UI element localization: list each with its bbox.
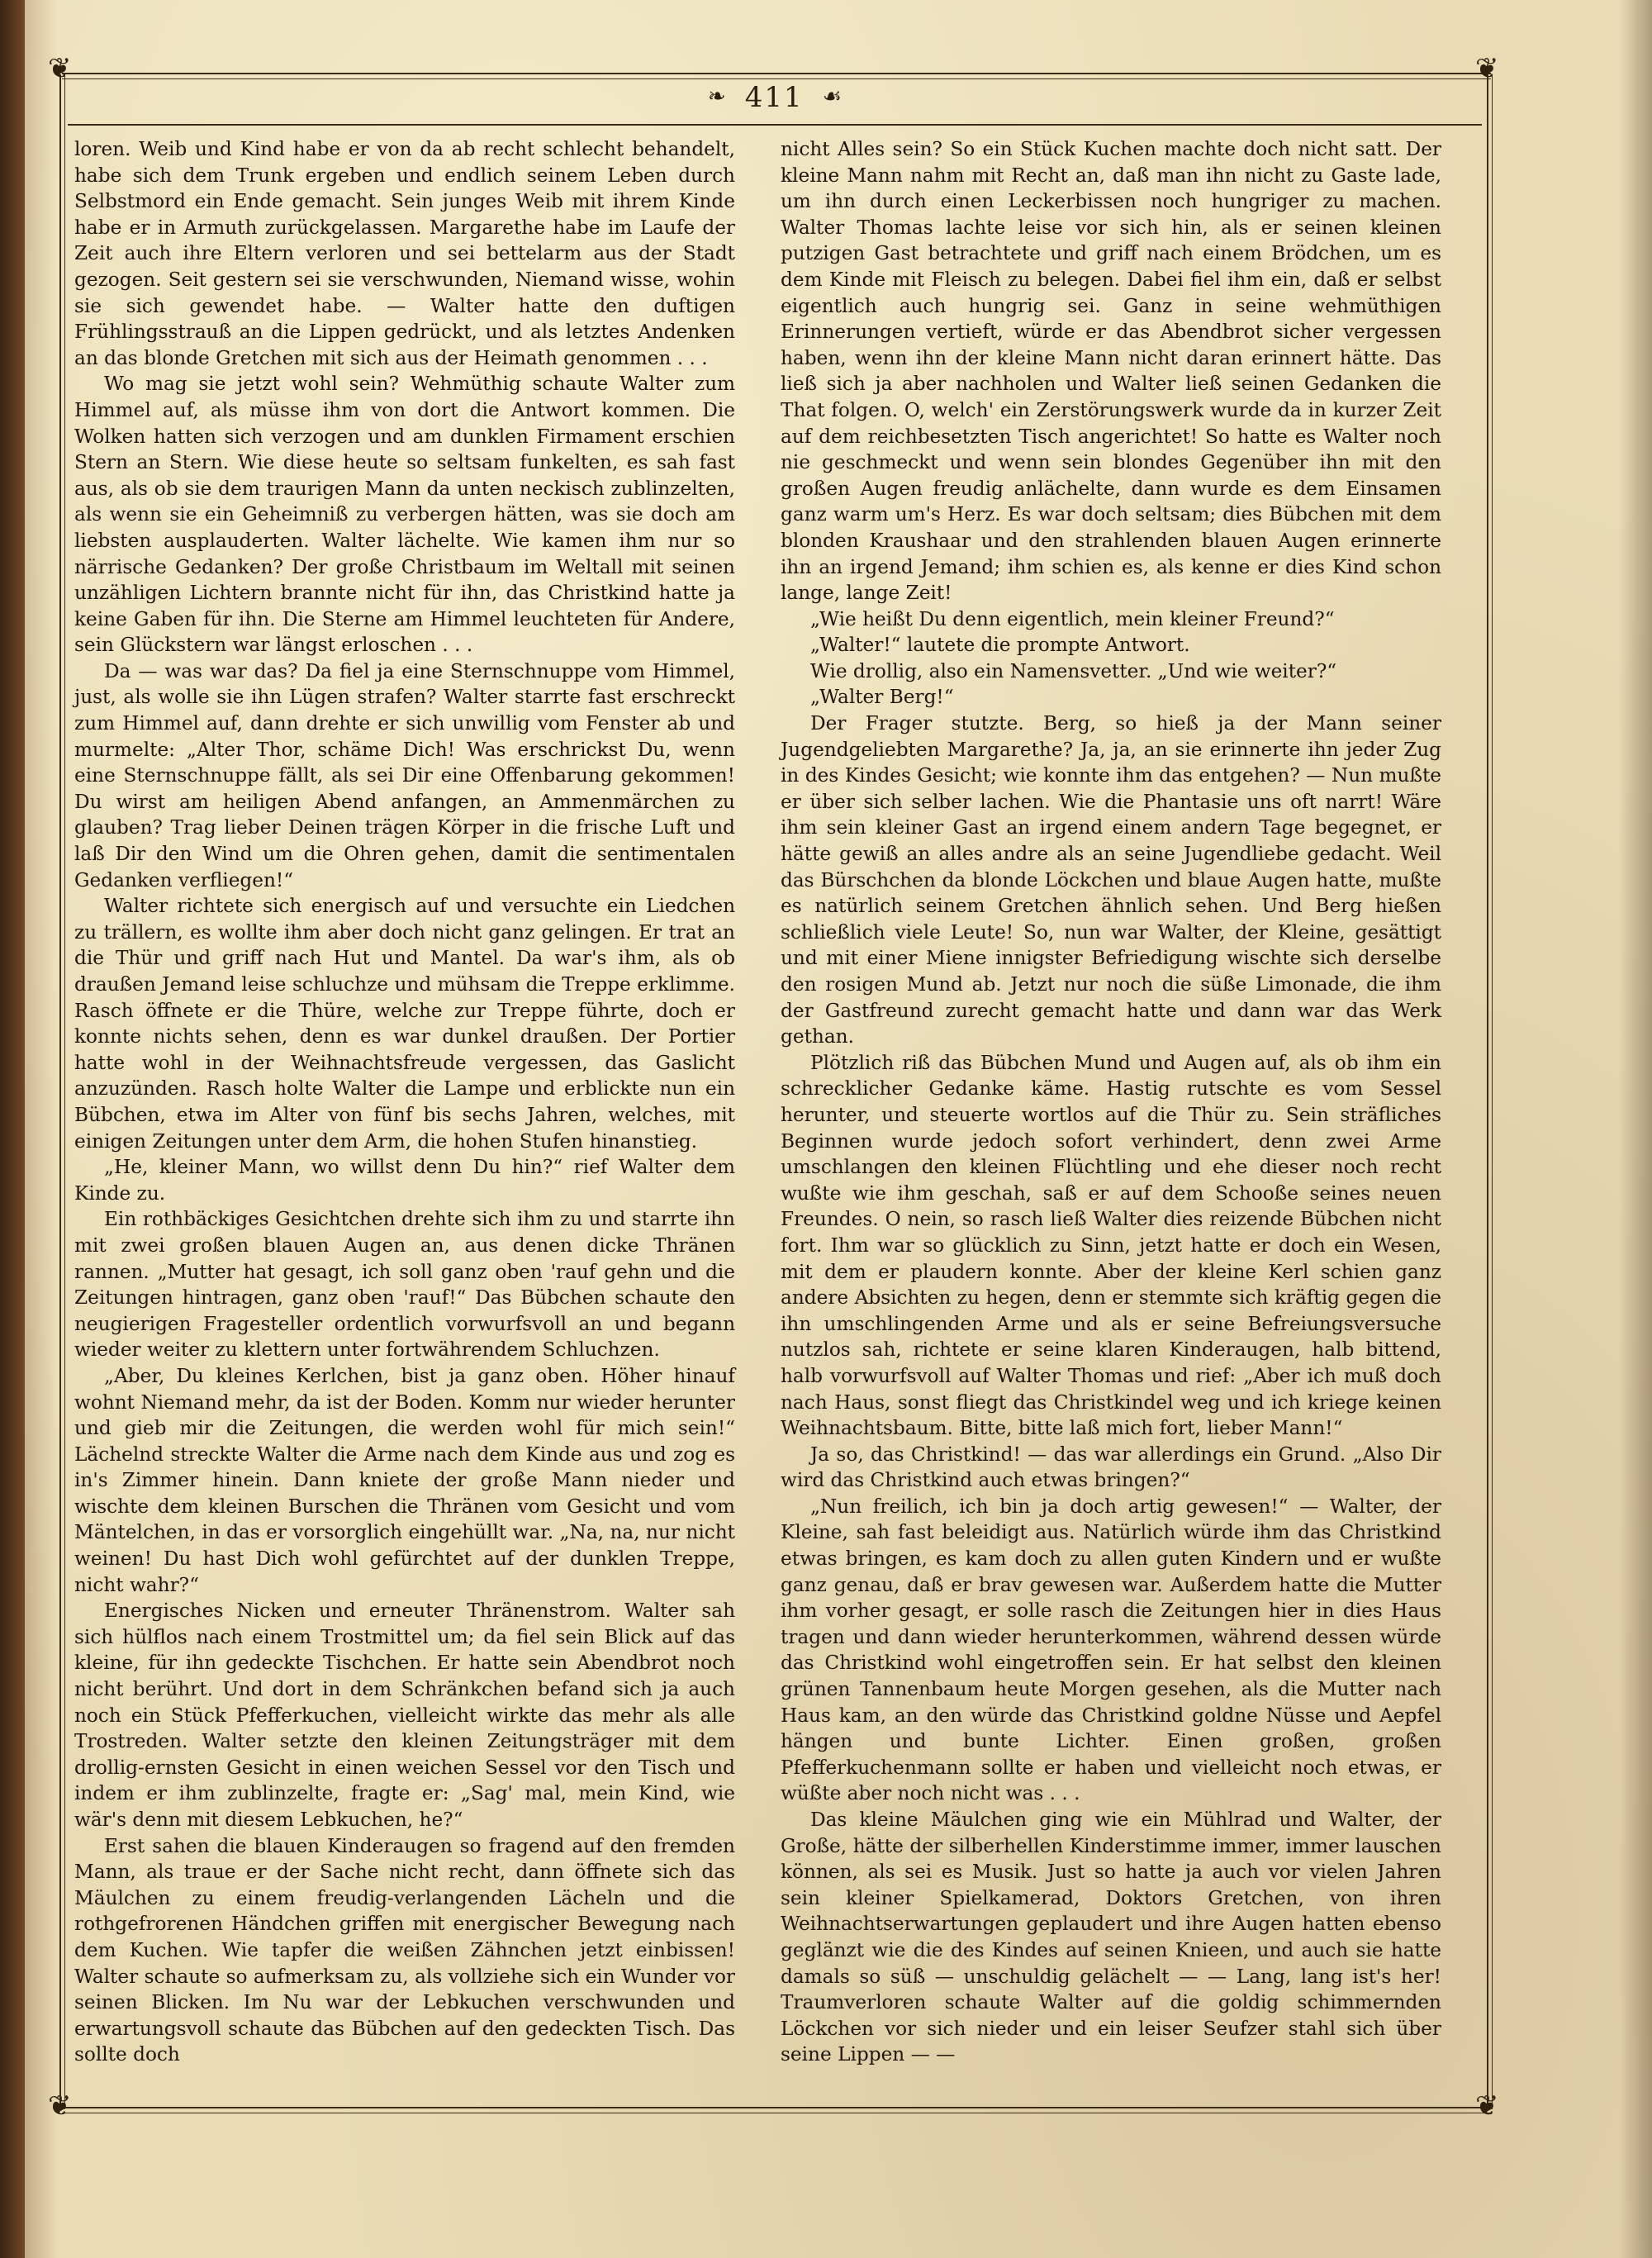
frame-top-rule bbox=[62, 73, 1491, 79]
frame-bottom-rule bbox=[62, 2107, 1491, 2113]
paragraph: Walter richtete sich energisch auf und versuchte ein Liedchen zu trällern, es wollte ihm aber doch nicht ganz gelingen. Er trat an die Thür und griff nach Hut und Mantel. Da war's ihm, als ob draußen Jemand leise schluchze und mühsam die Treppe erklimme. Rasch öffnete er die Thüre, welche zur Treppe führte, doch er konnte nichts sehen, denn es war dunkel draußen. Der Portier hatte wohl in der Weihnachtsfreude vergessen, das Gaslicht anzuzünden. Rasch holte Walter die Lampe und erblickte nun ein Bübchen, etwa im Alter von fünf bis sechs Jahren, welches, mit einigen Zeitungen unter dem Arm, die hohen Stufen hinanstieg. bbox=[74, 895, 735, 1153]
text-column-left bbox=[74, 136, 735, 2068]
paragraph: Plötzlich riß das Bübchen Mund und Augen auf, als ob ihm ein schrecklicher Gedanke käme. Hastig rutschte es vom Sessel herunter, und steuerte wortlos auf die Thür zu. Sein sträfliches Beginnen wurde jedoch sofort verhindert, denn zwei Arme umschlangen den kleinen Flüchtling und ehe dieser noch recht wußte wie ihm geschah, saß er auf dem Schooße seines neuen Freundes. O nein, so rasch ließ Walter dies reizende Bübchen nicht fort. Ihm war so glücklich zu Sinn, jetzt hatte er doch ein Wesen, mit dem er plaudern konnte. Aber der kleine Kerl schien ganz andere Absichten zu hegen, denn er stemmte sich kräftig gegen die ihn umschlingenden Arme und als er seine Befreiungsversuche nutzlos sah, richtete er seine klaren Kinderaugen, halb bittend, halb vorwurfsvoll auf Walter Thomas und rief: „Aber ich muß doch nach Haus, sonst fliegt das Christkindel weg und ich kriege keinen Weihnachtsbaum. Bitte, bitte laß mich fort, lieber Mann!“ bbox=[781, 1051, 1441, 1440]
page-number: 411 bbox=[744, 81, 804, 114]
text-column-right bbox=[781, 136, 1441, 2068]
paragraph: „Walter!“ lautete die prompte Antwort. bbox=[810, 634, 1190, 657]
paragraph: „Walter Berg!“ bbox=[810, 686, 954, 709]
header-rule bbox=[68, 124, 1482, 126]
paragraph: Wie drollig, also ein Namensvetter. „Und wie weiter?“ bbox=[810, 659, 1337, 682]
paragraph: Ja so, das Christkind! — das war allerdings ein Grund. „Also Dir wird das Christkind auch etwas bringen?“ bbox=[781, 1443, 1441, 1492]
paragraph: Der Frager stutzte. Berg, so hieß ja der Mann seiner Jugendgeliebten Margarethe? Ja, ja, an sie erinnerte ihn jeder Zug in des Kindes Gesicht; wie konnte ihm das entgehen? — Nun mußte er über sich selber lachen. Wie die Phantasie uns oft narrt! Wäre ihm sein kleiner Gast an irgend einem andern Tage begegnet, er hätte gewiß an alles andre als an seine Jugendliebe gedacht. Weil das Bürschchen da blonde Löckchen und blaue Augen hatte, mußte es natürlich seinem Gretchen ähnlich sehen. Und Berg hießen schließlich viele Leute! So, nun war Walter, der Kleine, gesättigt und mit einer Miene innigster Befriedigung wischte sich derselbe den rosigen Mund ab. Jetzt nur noch die süße Limonade, die ihm der Gastfreund zurecht gemacht hatte und dann war das Werk gethan. bbox=[781, 712, 1441, 1048]
paragraph: Wo mag sie jetzt wohl sein? Wehmüthig schaute Walter zum Himmel auf, als müsse ihm von dort die Antwort kommen. Die Wolken hatten sich verzogen und am dunklen Firmament erschien Stern an Stern. Wie diese heute so seltsam funkelten, es sah fast aus, als ob sie dem traurigen Mann da unten neckisch zublinzelten, als wenn sie ein Geheimniß zu verbergen hätten, was sie doch am liebsten ausplauderten. Walter lächelte. Wie kamen ihm nur so närrische Gedanken? Der große Christbaum im Weltall mit seinen unzähligen Lichtern brannte nicht für ihn, das Christkind hatte ja keine Gaben für ihn. Die Sterne am Himmel leuchteten für Andere, sein Glückstern war längst erloschen . . . bbox=[74, 373, 735, 657]
paragraph: Da — was war das? Da fiel ja eine Sternschnuppe vom Himmel, just, als wolle sie ihn Lügen strafen? Walter starrte fast erschreckt zum Himmel auf, dann drehte er sich unwillig vom Fenster ab und murmelte: „Alter Thor, schäme Dich! Was erschrickst Du, wenn eine Sternschnuppe fällt, als sei Dir eine Offenbarung gekommen! Du wirst am heiligen Abend anfangen, an Ammenmärchen zu glauben? Trag lieber Deinen trägen Körper in die frische Luft und laß Dir den Wind um die Ohren gehen, damit die sentimentalen Gedanken verfliegen!“ bbox=[74, 659, 735, 891]
paragraph: nicht Alles sein? So ein Stück Kuchen machte doch nicht satt. Der kleine Mann nahm mit Recht an, daß man ihn nicht zu Gaste lade, um ihn durch einen Leckerbissen noch hungriger zu machen. Walter Thomas lachte leise vor sich hin, als er seinen kleinen putzigen Gast betrachtete und griff nach einem Brödchen, um es dem Kinde mit Fleisch zu belegen. Dabei fiel ihm ein, daß er selbst eigentlich auch hungrig sei. Ganz in seine wehmüthigen Erinnerungen vertieft, würde er das Abendbrot sicher vergessen haben, wenn ihn der kleine Mann nicht daran erinnert hätte. Das ließ sich ja aber nachholen und Walter ließ seinen Gedanken die That folgen. O, welch' ein Zerstörungswerk wurde da in kurzer Zeit auf dem reichbesetzten Tisch angerichtet! So hatte es Walter noch nie geschmeckt und wenn sein blondes Gegenüber ihn mit den großen Augen freudig anlächelte, dann wurde es dem Einsamen ganz warm um's Herz. Es war doch seltsam; dies Bübchen mit dem blonden Kraushaar und den strahlenden blauen Augen erinnerte ihn an irgend Jemand; ihm schien es, als kenne er dies Kind schon lange, lange Zeit! bbox=[781, 138, 1441, 605]
header-ornament-right: ☙ bbox=[822, 84, 843, 109]
corner-ornament-bottom-right: ❦ bbox=[1475, 2089, 1499, 2123]
paragraph: Das kleine Mäulchen ging wie ein Mühlrad und Walter, der Große, hätte der silberhellen Kinderstimme immer, immer lauschen können, als sei es Musik. Just so hatte ja auch vor vielen Jahren sein kleiner Spielkamerad, Doktors Gretchen, von ihren Weihnachtserwartungen geplaudert und ihre Augen hatten ebenso geglänzt wie die des Kindes auf seinen Knieen, und auch sie hatte damals so süß — unschuldig gelächelt — — Lang, lang ist's her! Traumverloren schaute Walter auf die goldig schimmernden Löckchen vor sich nieder und ein leiser Seufzer stahl sich über seine Lippen — — bbox=[781, 1809, 1441, 2066]
paragraph: Erst sahen die blauen Kinderaugen so fragend auf den fremden Mann, als traue er der Sache nicht recht, dann öffnete sich das Mäulchen zu einem freudig-verlangenden Lächeln und die rothgefrorenen Händchen griffen mit energischer Bewegung nach dem Kuchen. Wie tapfer die weißen Zähnchen jetzt einbissen! Walter schaute so aufmerksam zu, als vollziehe sich ein Wunder vor seinen Blicken. Im Nu war der Lebkuchen verschwunden und erwartungsvoll schaute das Bübchen auf den gedeckten Tisch. Das sollte doch bbox=[74, 1834, 735, 2066]
corner-ornament-bottom-left: ❦ bbox=[48, 2089, 72, 2123]
header-ornament-left: ❧ bbox=[707, 84, 726, 109]
paragraph: „Nun freilich, ich bin ja doch artig gewesen!“ — Walter, der Kleine, sah fast beleidigt aus. Natürlich würde ihm das Christkind etwas bringen, es kam doch zu allen guten Kindern und er wußte ganz genau, daß er brav gewesen war. Außerdem hatte die Mutter ihm vorher gesagt, er solle rasch die Zeitungen hier in dies Haus tragen und dann wieder herunterkommen, während dessen würde das Christkind wohl eingetroffen sein. Er hat selbst den kleinen grünen Tannenbaum heute Morgen gesehen, als die Mutter nach Haus kam, an den würde das Christkind goldne Nüsse und Aepfel hängen und bunte Lichter. Einen großen, großen Pfefferkuchenmann sollte er haben und vielleicht noch etwas, er wüßte aber noch nicht was . . . bbox=[781, 1495, 1441, 1805]
page-edge-shadow bbox=[1619, 0, 1652, 2258]
paragraph: loren. Weib und Kind habe er von da ab recht schlecht behandelt, habe sich dem Trunk ergeben und endlich seinem Leben durch Selbstmord ein Ende gemacht. Sein junges Weib mit ihrem Kinde habe er in Armuth zurückgelassen. Margarethe habe im Laufe der Zeit auch ihre Eltern verloren und sei bettelarm aus der Stadt gezogen. Seit gestern sei sie verschwunden, Niemand wisse, wohin sie sich gewendet habe. — Walter hatte den duftigen Frühlingsstrauß an die Lippen gedrückt, und als letztes Andenken an das blonde Gretchen mit sich aus der Heimath genommen . . . bbox=[74, 138, 735, 369]
paragraph: „He, kleiner Mann, wo willst denn Du hin?“ rief Walter dem Kinde zu. bbox=[74, 1156, 735, 1205]
frame-right-rule bbox=[1487, 74, 1493, 2109]
corner-ornament-top-left: ❦ bbox=[48, 52, 72, 85]
paragraph: „Wie heißt Du denn eigentlich, mein kleiner Freund?“ bbox=[810, 607, 1335, 630]
paragraph: Ein rothbäckiges Gesichtchen drehte sich ihm zu und starrte ihn mit zwei großen blauen Augen an, aus denen dicke Thränen rannen. „Mutter hat gesagt, ich soll ganz oben 'rauf gehn und die Zeitungen hintragen, ganz oben 'rauf!“ Das Bübchen schaute den neugierigen Fragesteller ordentlich vorwurfsvoll an und begann wieder weiter zu klettern unter fortwährendem Schluchzen. bbox=[74, 1208, 735, 1362]
paragraph: Energisches Nicken und erneuter Thränenstrom. Walter sah sich hülflos nach einem Trostmittel um; da fiel sein Blick auf das kleine, für ihn gedeckte Tischchen. Er hatte sein Abendbrot noch nicht berührt. Und dort in dem Schränkchen befand sich ja auch noch ein Stück Pfefferkuchen, vielleicht wirkte das mehr als alle Trostreden. Walter setzte den kleinen Zeitungsträger mit dem drollig-ernsten Gesicht in einen weichen Sessel vor den Tisch und indem er ihm zublinzelte, fragte er: „Sag' mal, mein Kind, wie wär's denn mit diesem Lebkuchen, he?“ bbox=[74, 1600, 735, 1831]
page-header bbox=[59, 81, 1490, 114]
frame-left-rule bbox=[59, 74, 65, 2109]
corner-ornament-top-right: ❦ bbox=[1475, 52, 1499, 85]
paragraph: „Aber, Du kleines Kerlchen, bist ja ganz oben. Höher hinauf wohnt Niemand mehr, da ist der Boden. Komm nur wieder herunter und gieb mir die Zeitungen, die werden wohl für mich sein!“ Lächelnd streckte Walter die Arme nach dem Kinde aus und zog es in's Zimmer hinein. Dann kniete der große Mann nieder und wischte dem kleinen Burschen die Thränen vom Gesicht und vom Mäntelchen, in das er vorsorglich eingehüllt war. „Na, na, nur nicht weinen! Du hast Dich wohl gefürchtet auf der dunklen Treppe, nicht wahr?“ bbox=[74, 1364, 735, 1596]
